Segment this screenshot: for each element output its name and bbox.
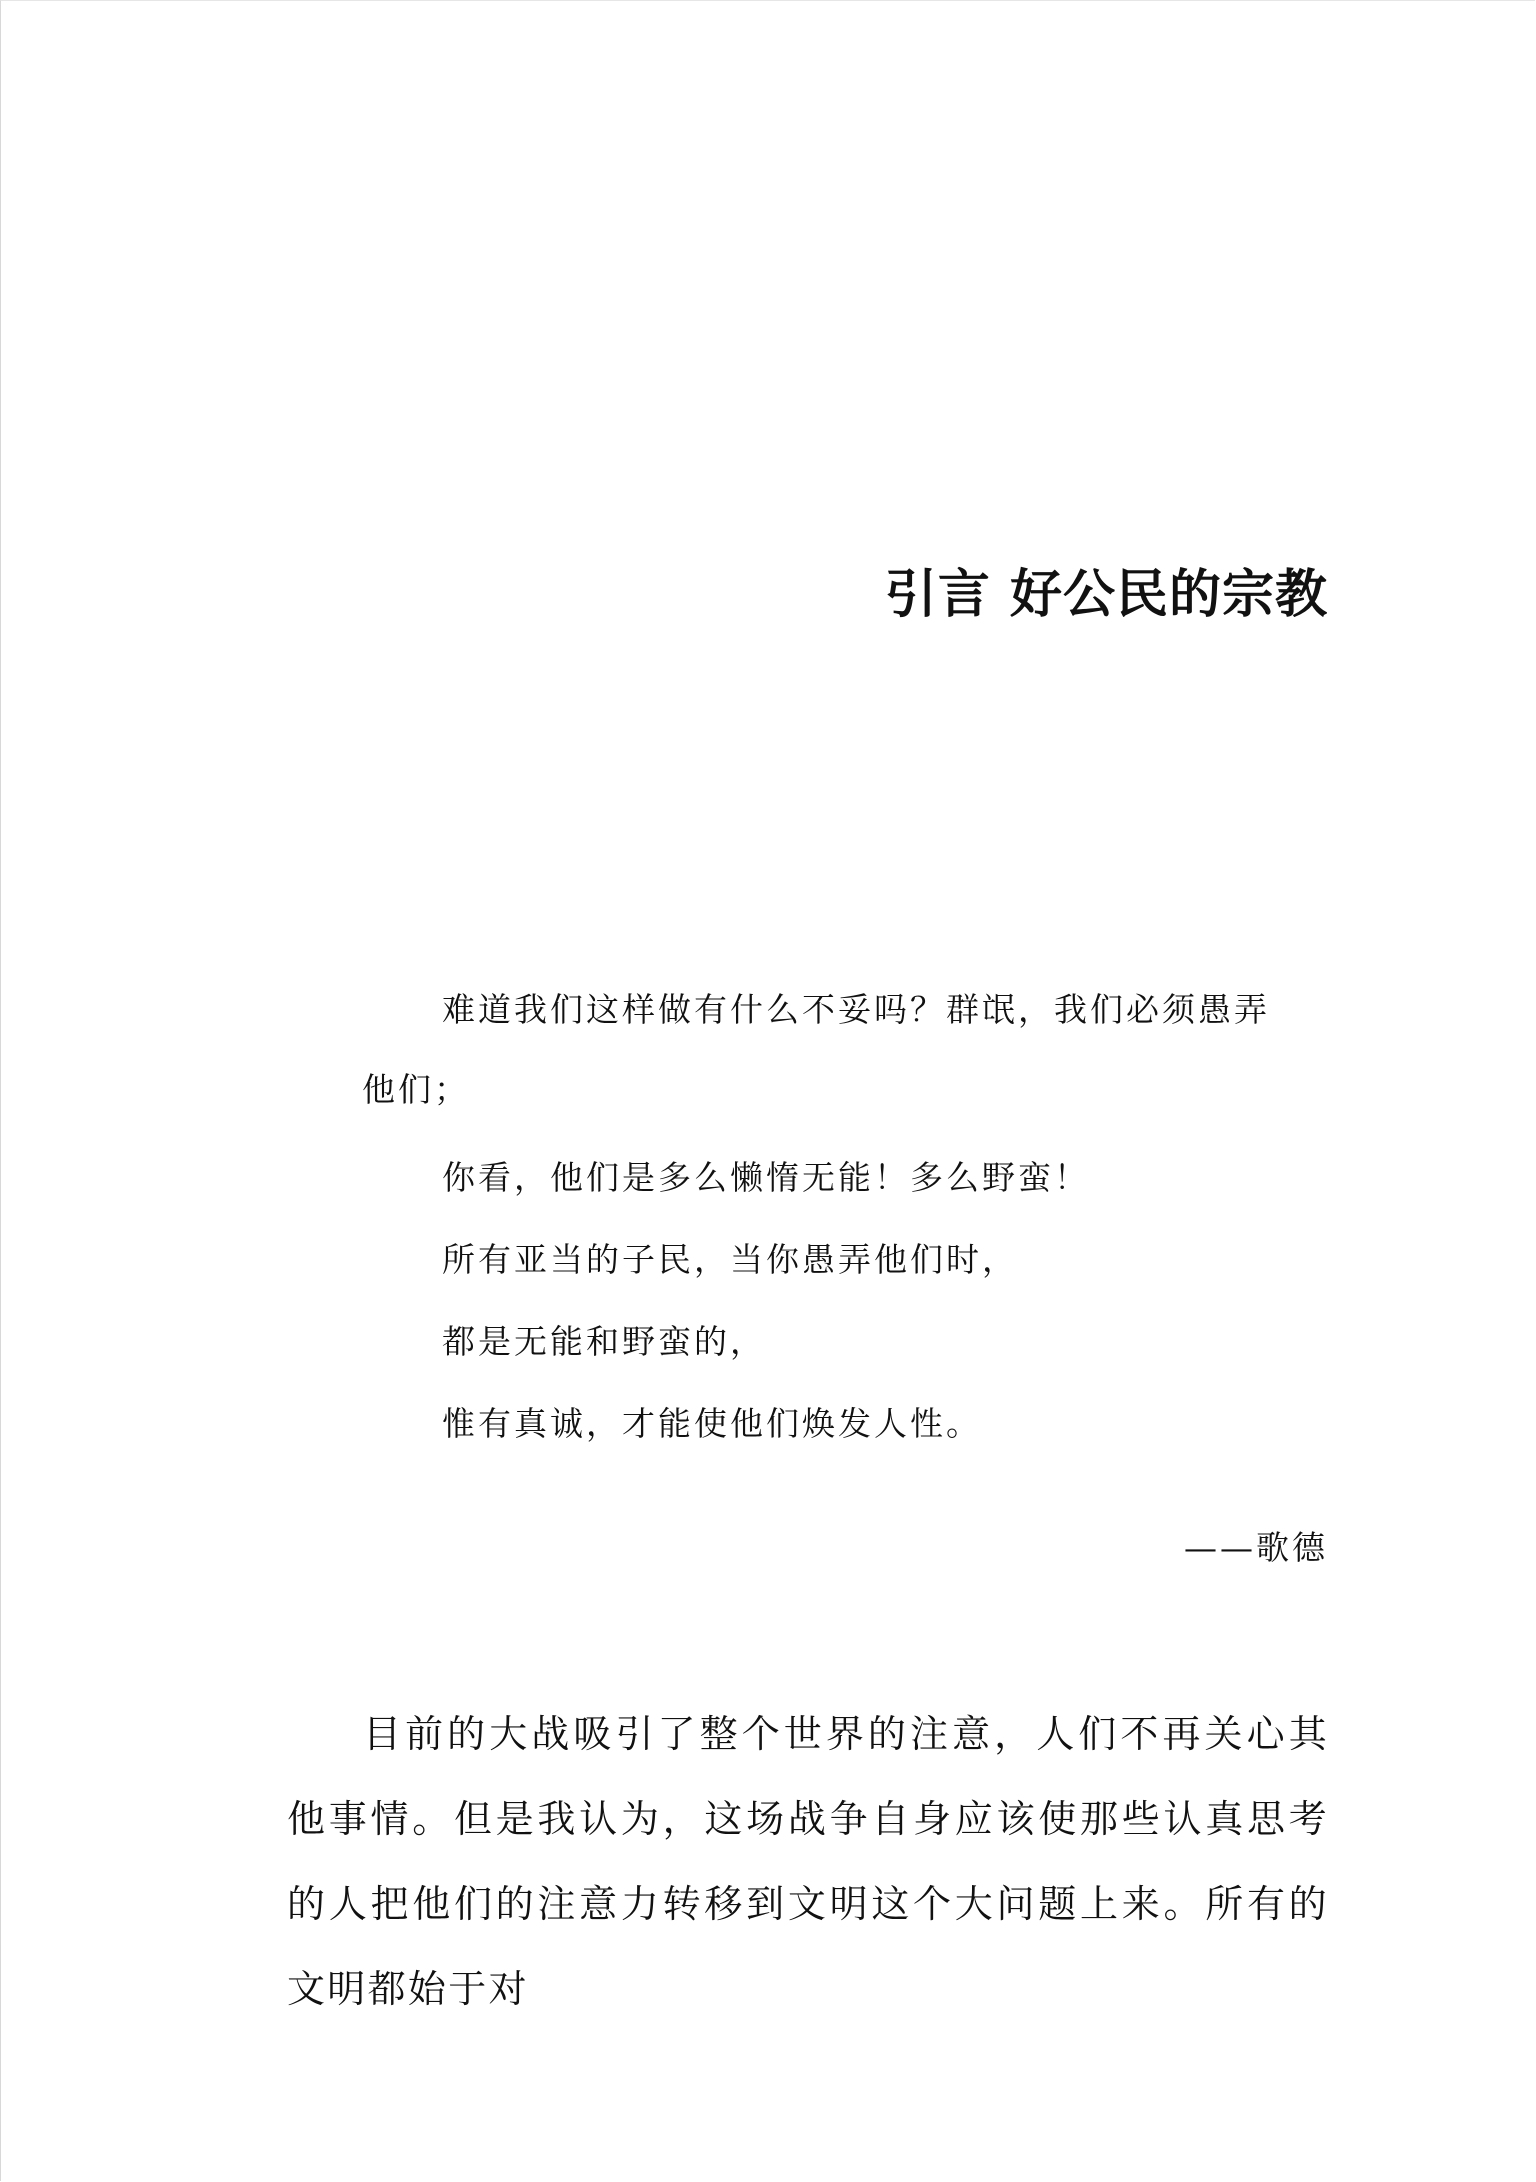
epigraph-line: 都是无能和野蛮的， [442,1322,766,1361]
chapter-title: 引言 好公民的宗教 [884,564,1328,625]
epigraph-line: 他们； [362,1070,470,1109]
body-paragraph: 目前的大战吸引了整个世界的注意，人们不再关心其他事情。但是我认为，这场战争自身应该使那些认真思考的人把他们的注意力转移到文明这个大问题上来。所有的文明都始于对 [287,1712,1329,2011]
epigraph-line: 惟有真诚，才能使他们焕发人性。 [442,1404,982,1443]
epigraph-line: 所有亚当的子民，当你愚弄他们时， [442,1240,1018,1279]
epigraph-attribution: ——歌德 [1184,1528,1328,1567]
epigraph-line: 你看，他们是多么懒惰无能！多么野蛮！ [442,1158,1090,1197]
epigraph-line: 难道我们这样做有什么不妥吗？群氓，我们必须愚弄 [442,990,1270,1029]
